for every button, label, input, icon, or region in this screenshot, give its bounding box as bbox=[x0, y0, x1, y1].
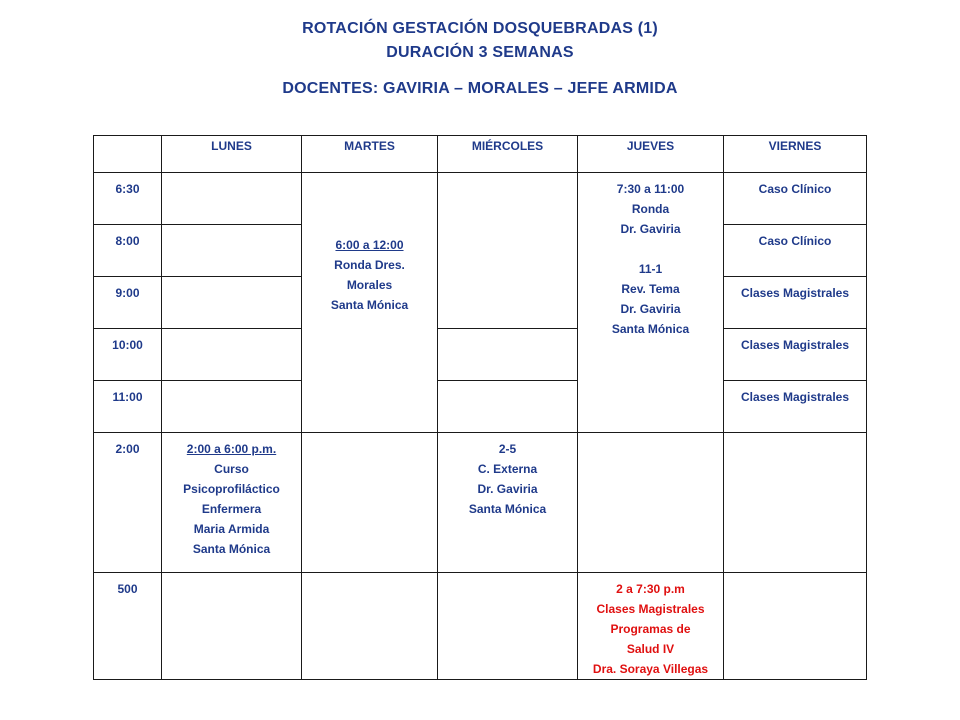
cell-line: 2:00 a 6:00 p.m. bbox=[186, 442, 277, 456]
viernes-cell: Caso Clínico bbox=[724, 225, 867, 277]
jueves-morning-cell bbox=[578, 173, 724, 433]
martes-morning-cell bbox=[302, 173, 438, 433]
empty-cell bbox=[302, 573, 438, 680]
viernes-cell: Caso Clínico bbox=[724, 173, 867, 225]
table-header-row bbox=[94, 136, 867, 173]
empty-cell bbox=[438, 381, 578, 433]
miercoles-afternoon-cell bbox=[438, 433, 578, 573]
cell-line: Clases Magistrales bbox=[596, 602, 705, 616]
cell-line: Rev. Tema bbox=[621, 282, 680, 296]
day-header-martes: MARTES bbox=[302, 136, 438, 173]
time-cell: 2:00 bbox=[94, 433, 162, 573]
cell-line: Psicoprofiláctico bbox=[183, 482, 280, 496]
table-row bbox=[94, 573, 867, 680]
schedule-table bbox=[93, 135, 867, 680]
title-line-3: DOCENTES: GAVIRIA – MORALES – JEFE ARMIDA bbox=[282, 80, 678, 97]
cell-line: Ronda bbox=[631, 202, 670, 216]
day-header-miercoles: MIÉRCOLES bbox=[438, 136, 578, 173]
cell-line: Ronda Dres. bbox=[334, 258, 405, 272]
empty-cell bbox=[578, 433, 724, 573]
cell-line: Salud IV bbox=[626, 642, 675, 656]
empty-cell bbox=[438, 573, 578, 680]
empty-cell bbox=[438, 329, 578, 381]
corner-cell bbox=[94, 136, 162, 173]
empty-cell bbox=[162, 329, 302, 381]
day-header-viernes: VIERNES bbox=[724, 136, 867, 173]
cell-line: Dr. Gaviria bbox=[477, 482, 538, 496]
cell-line: 2-5 bbox=[498, 442, 517, 456]
cell-line: Santa Mónica bbox=[192, 542, 271, 556]
cell-line: Programas de bbox=[610, 622, 691, 636]
cell-line: 11-1 bbox=[638, 262, 663, 276]
cell-line: Curso bbox=[214, 462, 249, 476]
empty-cell bbox=[162, 173, 302, 225]
time-cell: 11:00 bbox=[94, 381, 162, 433]
viernes-cell: Clases Magistrales bbox=[724, 277, 867, 329]
empty-cell bbox=[724, 573, 867, 680]
cell-line: 6:00 a 12:00 bbox=[335, 238, 404, 252]
cell-line: C. Externa bbox=[477, 462, 538, 476]
time-cell: 9:00 bbox=[94, 277, 162, 329]
cell-line bbox=[578, 239, 723, 259]
empty-cell bbox=[162, 381, 302, 433]
table-row bbox=[94, 381, 867, 433]
cell-line: Enfermera bbox=[201, 502, 262, 516]
cell-line: Morales bbox=[346, 278, 393, 292]
lunes-afternoon-cell bbox=[162, 433, 302, 573]
table-row bbox=[94, 433, 867, 573]
cell-line: Dr. Gaviria bbox=[620, 302, 681, 316]
time-cell: 500 bbox=[94, 573, 162, 680]
title-line-2: DURACIÓN 3 SEMANAS bbox=[386, 44, 574, 61]
empty-cell bbox=[724, 433, 867, 573]
title-line-1: ROTACIÓN GESTACIÓN DOSQUEBRADAS (1) bbox=[302, 20, 658, 37]
cell-line: 2 a 7:30 p.m bbox=[616, 582, 685, 596]
cell-line: Santa Mónica bbox=[330, 298, 409, 312]
empty-cell bbox=[162, 277, 302, 329]
day-header-lunes: LUNES bbox=[162, 136, 302, 173]
cell-line: Dr. Gaviria bbox=[620, 222, 681, 236]
time-cell: 10:00 bbox=[94, 329, 162, 381]
day-header-jueves: JUEVES bbox=[578, 136, 724, 173]
cell-line: Santa Mónica bbox=[611, 322, 690, 336]
viernes-cell: Clases Magistrales bbox=[724, 329, 867, 381]
cell-line: Dra. Soraya Villegas bbox=[592, 662, 709, 676]
jueves-evening-cell bbox=[578, 573, 724, 680]
cell-line: Santa Mónica bbox=[468, 502, 547, 516]
empty-cell bbox=[162, 225, 302, 277]
cell-line: Maria Armida bbox=[193, 522, 270, 536]
empty-cell bbox=[438, 173, 578, 329]
empty-cell bbox=[162, 573, 302, 680]
table-row bbox=[94, 173, 867, 225]
empty-cell bbox=[302, 433, 438, 573]
time-cell: 6:30 bbox=[94, 173, 162, 225]
viernes-cell: Clases Magistrales bbox=[724, 381, 867, 433]
table-row bbox=[94, 329, 867, 381]
cell-line: 7:30 a 11:00 bbox=[616, 182, 685, 196]
time-cell: 8:00 bbox=[94, 225, 162, 277]
